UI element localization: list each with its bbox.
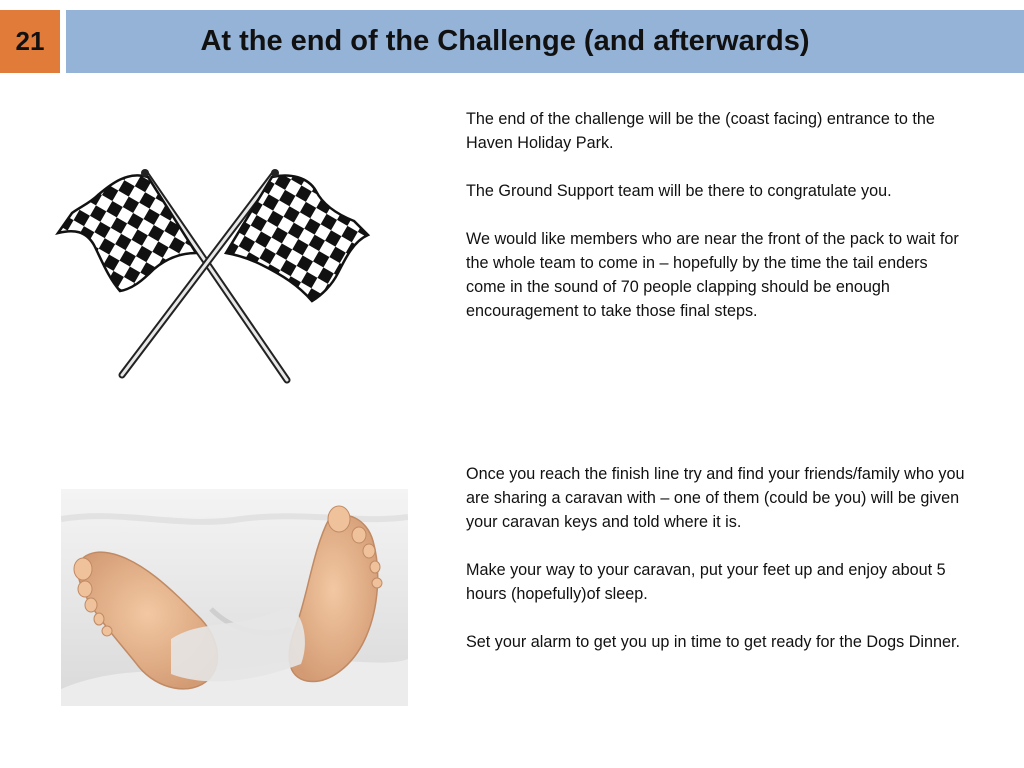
paragraph: Make your way to your caravan, put your feet up and enjoy about 5 hours (hopefully)of sleep. [466,561,946,603]
bottom-text-block [466,462,966,654]
slide-number: 21 [15,26,45,56]
feet-photo [61,489,408,706]
title-bar [66,10,1024,73]
paragraph: Once you reach the finish line try and find your friends/family who you are sharing a caravan with – one of them (could be you) will be given your caravan keys and told where it is. [466,465,965,531]
checkered-flags-image [50,165,380,390]
paragraph: Set your alarm to get you up in time to get ready for the Dogs Dinner. [466,633,960,651]
paragraph: The end of the challenge will be the (coast facing) entrance to the Haven Holiday Park. [466,110,935,152]
slide-title: At the end of the Challenge (and afterwards) [200,25,810,57]
top-text-block [466,107,966,323]
paragraph: The Ground Support team will be there to congratulate you. [466,182,892,200]
paragraph: We would like members who are near the front of the pack to wait for the whole team to come in – hopefully by the time the tail enders come in the sound of 70 people clapping should be enough encouragement to take those final steps. [466,230,959,320]
slide-number-badge [0,10,60,73]
